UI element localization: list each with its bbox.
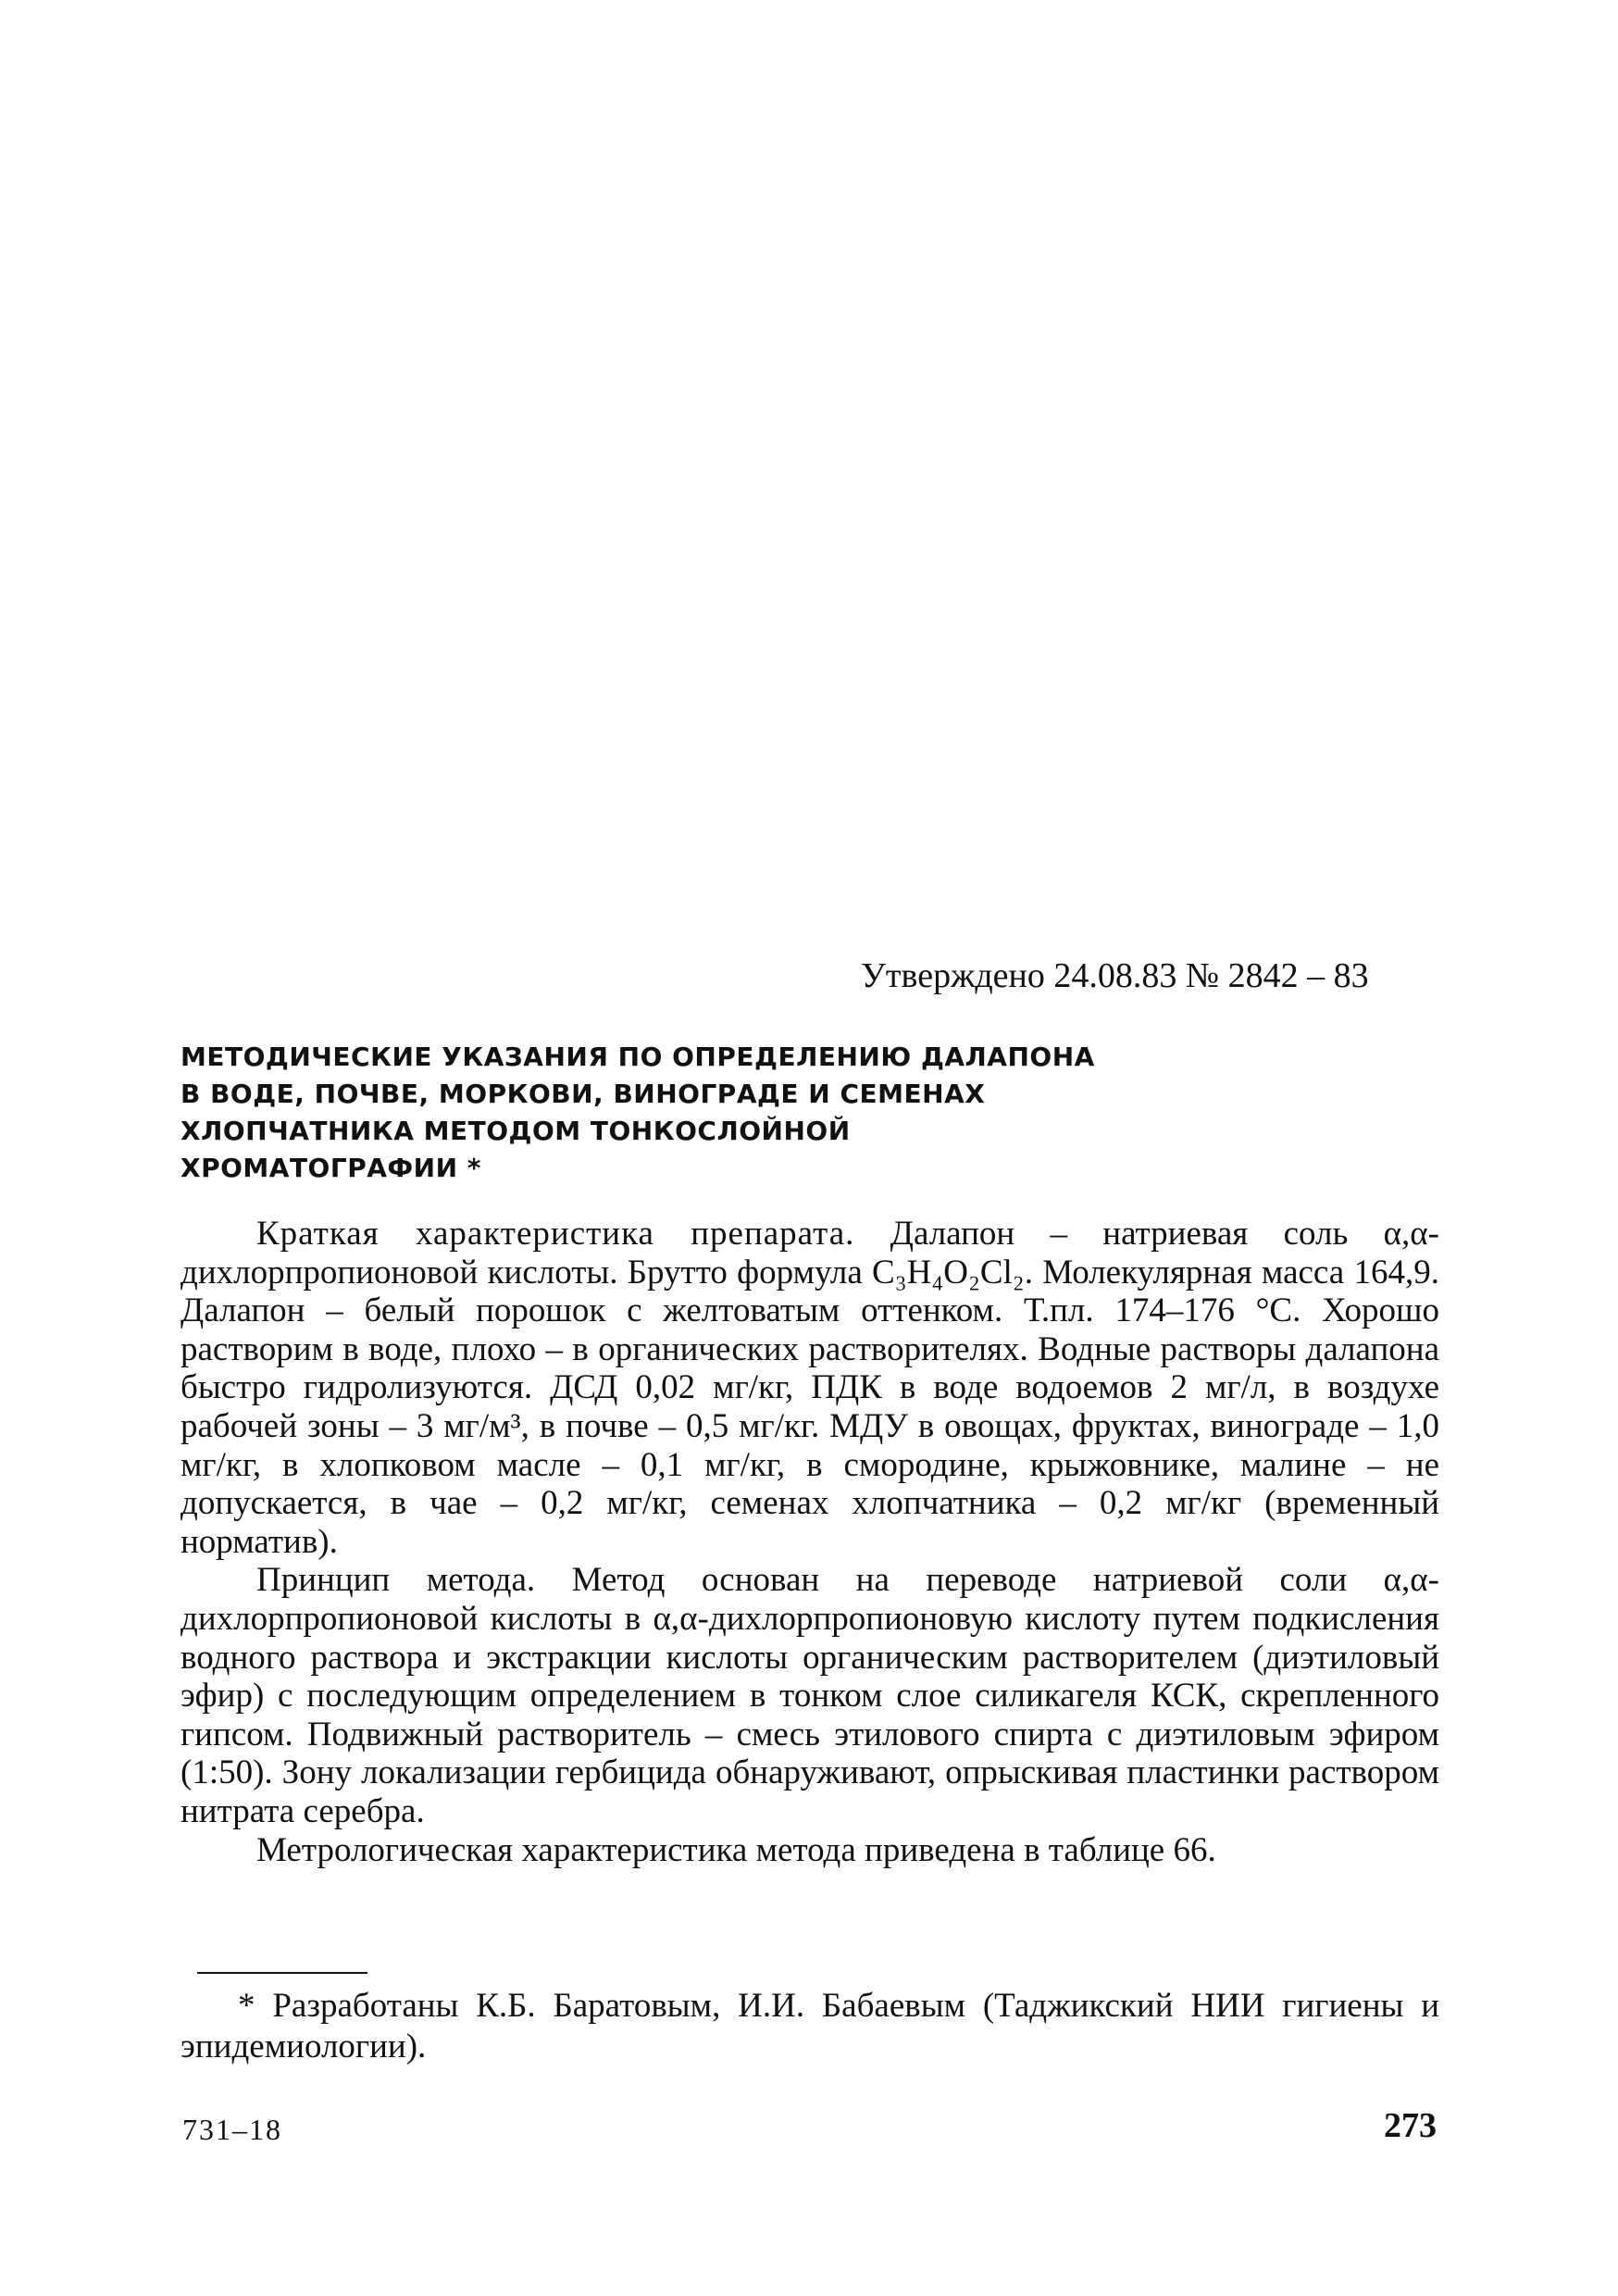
document-body [180,1215,1439,1869]
title-line: ХРОМАТОГРАФИИ * [180,1153,481,1183]
paragraph-principle [180,1561,1439,1830]
footnote-divider [197,1972,367,1974]
paragraph-metrology [180,1831,1439,1870]
footnote: * Разработаны К.Б. Баратовым, И.И. Бабаевым (Таджикский НИИ гигиены и эпидемиологии). [180,1987,1439,2065]
paragraph-lead: Принцип метода. [256,1561,536,1600]
paragraph-text: Метрологическая характеристика метода приведена в таблице 66. [256,1830,1216,1869]
approval-line: Утверждено 24.08.83 № 2842 – 83 [861,956,1369,995]
paragraph-text: Метод основан на переводе натриевой соли α,α-дихлорпропионовой кислоты в α,α-дихлорпропионовую кислоту путем подкисления водного раствора и экстракции кислоты органическим растворителем (диэтиловый эфир) с последующим определением в тонком слое силикагеля КСК, скрепленного гипсом. Подвижный растворитель – смесь этилового спирта с диэтиловым эфиром (1:50). Зону локализации гербицида обнаруживают, опрыскивая пластинки раствором нитрата серебра. [180,1561,1439,1830]
title-line: ХЛОПЧАТНИКА МЕТОДОМ ТОНКОСЛОЙНОЙ [180,1116,851,1146]
page-code: 731–18 [182,2113,282,2146]
title-line: МЕТОДИЧЕСКИЕ УКАЗАНИЯ ПО ОПРЕДЕЛЕНИЮ ДАЛАПОНА [180,1042,1095,1072]
title-line: В ВОДЕ, ПОЧВЕ, МОРКОВИ, ВИНОГРАДЕ И СЕМЕНАХ [180,1079,986,1109]
paragraph-lead: Краткая характеристика препарата. [256,1215,855,1253]
page-number: 273 [1384,2106,1437,2145]
document-title [180,1039,1245,1187]
paragraph-characteristics [180,1215,1439,1561]
paragraph-text: Далапон – натриевая соль α,α-дихлорпропионовой кислоты. Брутто формула C₃H₄O₂Cl₂. Молекулярная масса 164,9. Далапон – белый порошок с желтоватым оттенком. Т.пл. 174–176 °С. Хорошо растворим в воде, плохо – в органических растворителях. Водные растворы далапона быстро гидролизуются. ДСД 0,02 мг/кг, ПДК в воде водоемов 2 мг/л, в воздухе рабочей зоны – 3 мг/м³, в почве – 0,5 мг/кг. МДУ в овощах, фруктах, винограде – 1,0 мг/кг, в хлопковом масле – 0,1 мг/кг, в смородине, крыжовнике, малине – не допускается, в чае – 0,2 мг/кг, семенах хлопчатника – 0,2 мг/кг (временный норматив). [180,1215,1439,1561]
